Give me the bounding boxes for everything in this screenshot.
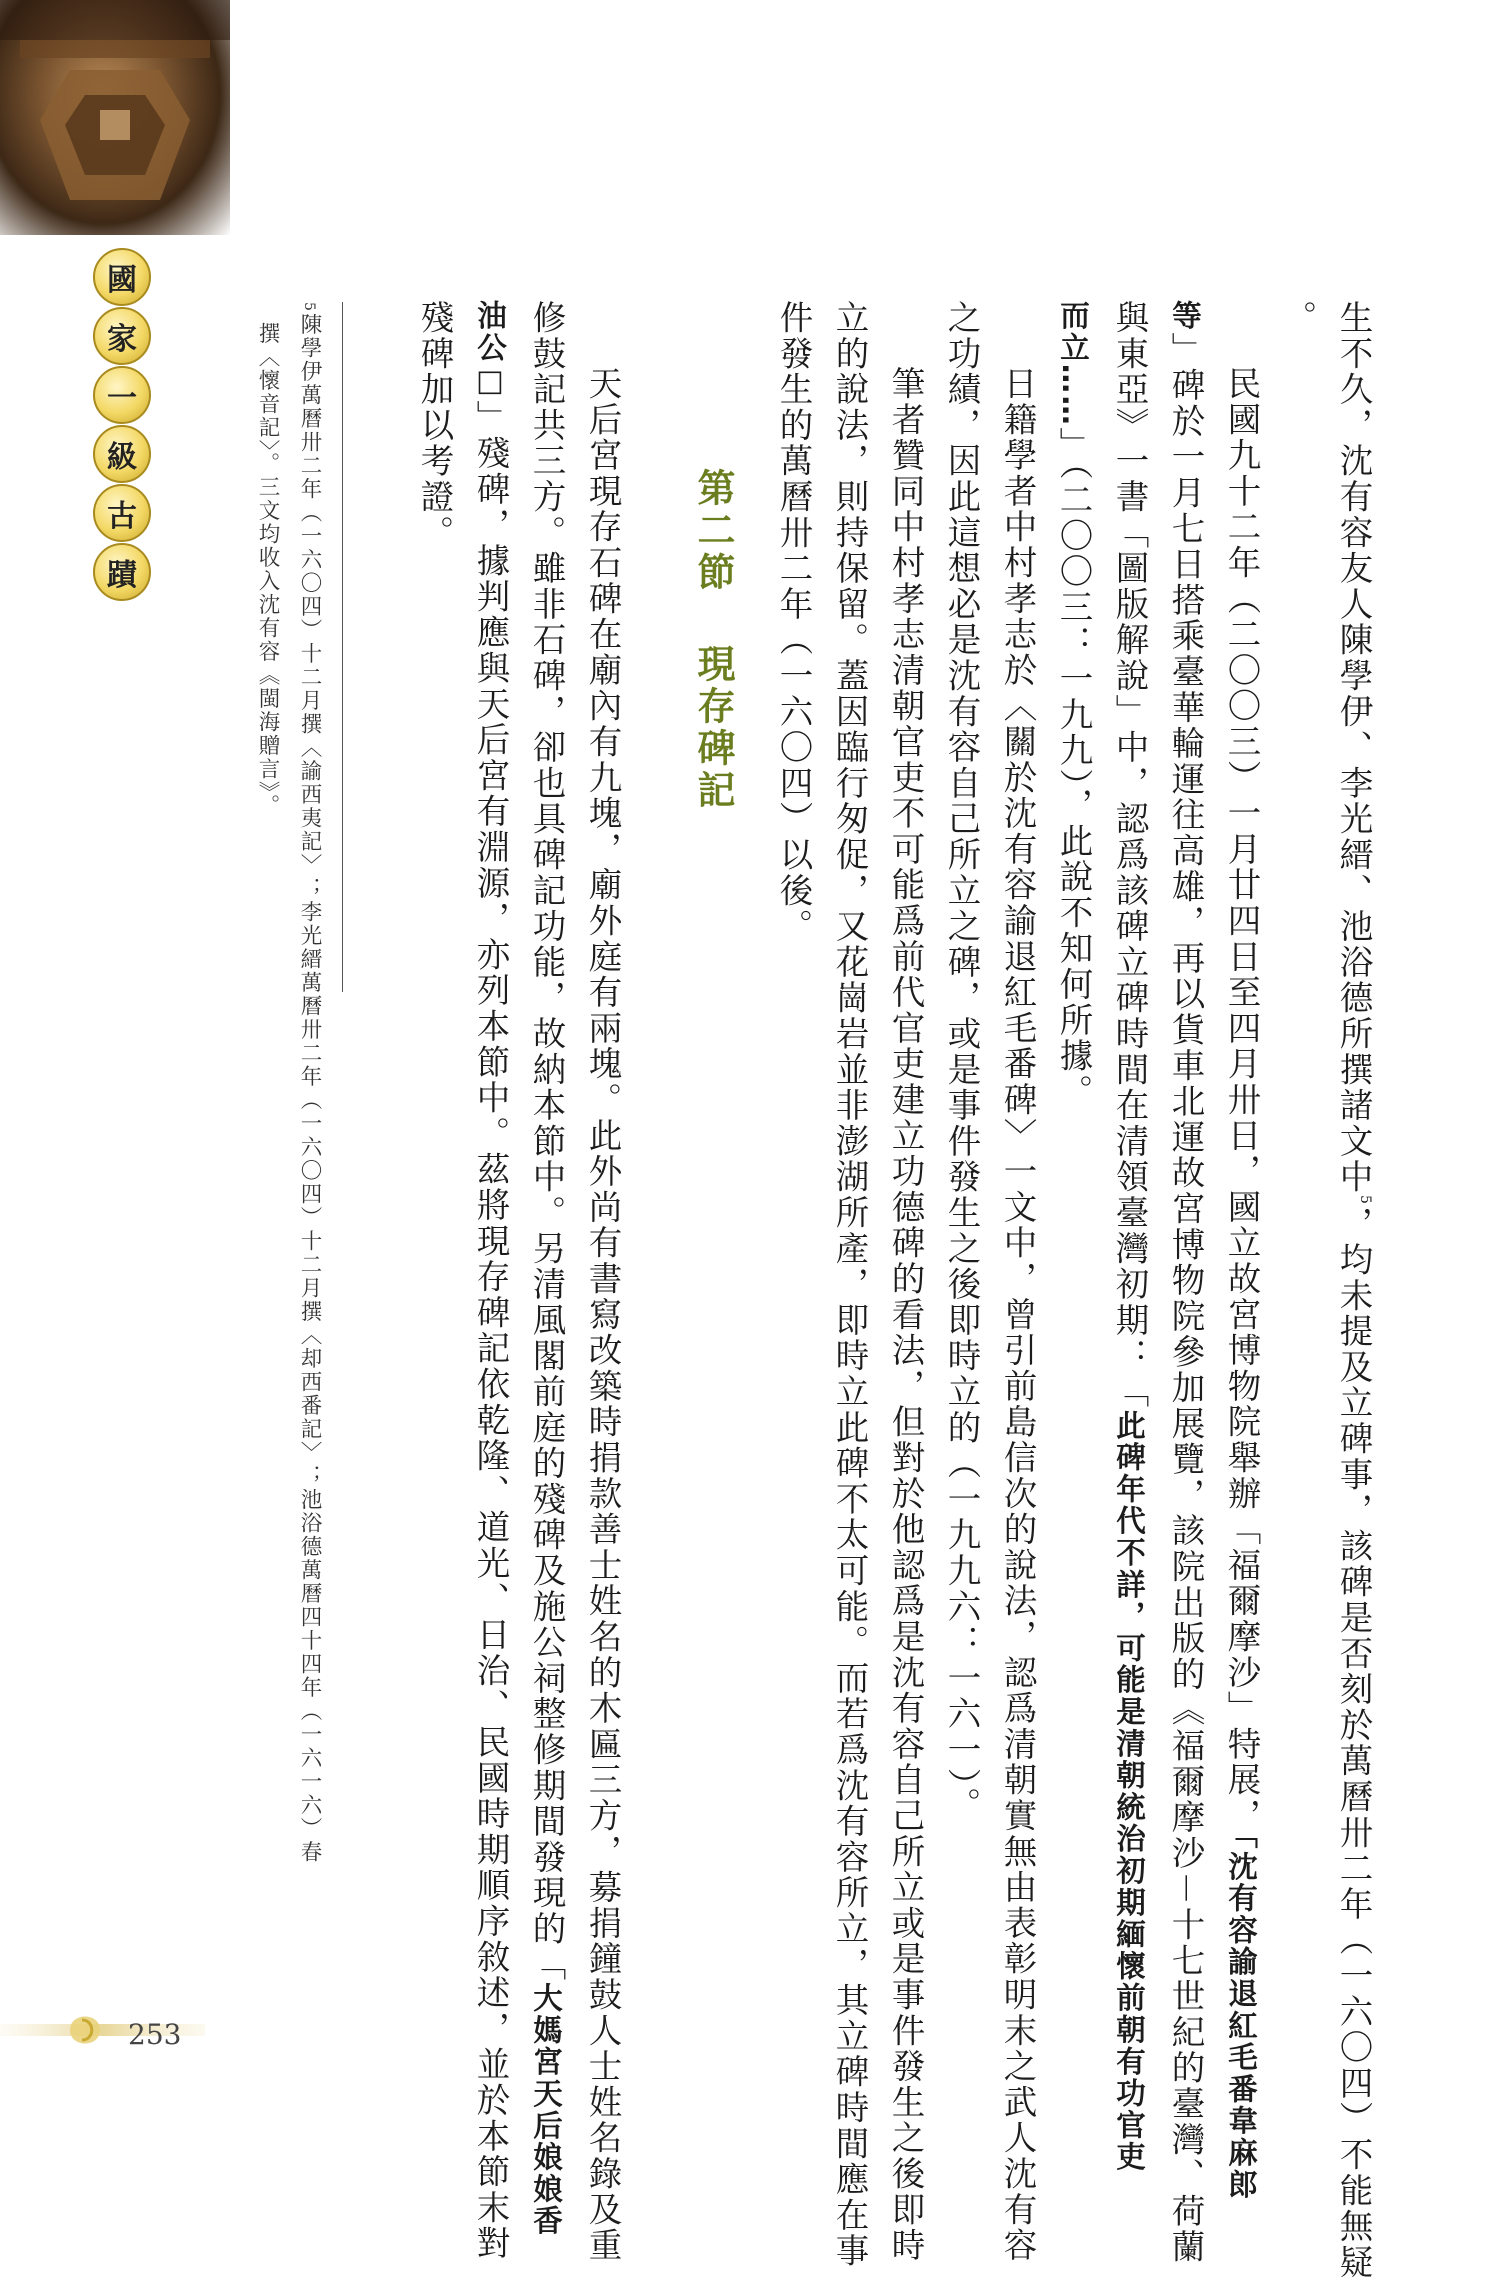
- series-title-char: 級: [93, 425, 151, 483]
- text-column-13: [518, 300, 574, 2237]
- text-column-5: [1101, 300, 1157, 2173]
- series-title-char: 蹟: [93, 543, 151, 601]
- paragraph-text: 與東亞》一書「圖版解說」中，認爲該碑立碑時間在清領臺灣初期：「: [1110, 300, 1149, 1410]
- paragraph-text: 件發生的萬曆卅二年（一六〇四）以後。: [774, 300, 813, 945]
- text-column-14: [462, 300, 518, 2262]
- quote-bold: 「沈有容諭退紅毛番韋麻郎: [1224, 1833, 1258, 2201]
- text-column-7: [989, 366, 1045, 2263]
- text-column-4: [1157, 300, 1213, 2265]
- corner-photo-lantern: [0, 0, 230, 235]
- footnote-divider: [342, 302, 343, 992]
- section-heading: [686, 468, 741, 812]
- series-title-char: 國: [93, 248, 151, 306]
- footnote-line-1: [294, 302, 324, 1864]
- paragraph-text: 民國九十二年（二〇〇三）一月廿四日至四月卅日，國立故宮博物院舉辦「福爾摩沙」特展，: [1222, 366, 1261, 1834]
- footnote-marker: 5: [1357, 1195, 1374, 1207]
- text-column-3: [1213, 366, 1269, 2201]
- paragraph-text: 修鼓記共三方。雖非石碑，卻也具碑記功能，故納本節中。另清風閣前庭的殘碑及施公祠整修期間發現的「: [527, 300, 566, 1983]
- text-column-12: [574, 366, 630, 2263]
- footnote-number: 5: [301, 302, 317, 313]
- paragraph-text: 天后宮現存石碑在廟內有九塊，廟外庭有兩塊。此外尚有書寫改築時捐款善士姓名的木匾三方，募捐鐘鼓人士姓名錄及重: [583, 366, 622, 2264]
- quote-bold: 而立……: [1056, 300, 1090, 428]
- quote-bold: 油公□: [473, 300, 507, 400]
- paragraph-text: ，均未提及立碑事，該碑是否刻於萬曆卅二年（一六〇四）不能無疑: [1334, 1206, 1373, 2280]
- text-column-2: [1269, 300, 1325, 336]
- quote-bold: 等: [1168, 300, 1202, 332]
- page-number: 253: [128, 2018, 182, 2051]
- footnote-text: 陳學伊萬曆卅二年（一六〇四）十二月撰〈諭西夷記〉；李光縉萬曆卅二年（一六〇四）十二月撰〈却西番記〉；池浴德萬曆四十四年（一六一六）春: [297, 312, 322, 1864]
- paragraph-text: 」（二〇〇三：一九九），此說不知何所據。: [1054, 427, 1093, 1110]
- paragraph-text: 」殘碑，據判應與天后宮有淵源，亦列本節中。茲將現存碑記依乾隆、道光、日治、民國時期順序敘述，並於本節末對: [471, 399, 510, 2262]
- paragraph-text: 殘碑加以考證。: [415, 300, 454, 551]
- text-column-11: [765, 300, 821, 944]
- paragraph-text: 之功績，因此這想必是沈有容自己所立之碑，或是事件發生之後即時立的（一九九六：一六一）。: [942, 300, 981, 1823]
- text-column-8: [933, 300, 989, 1823]
- paragraph-text: 。: [1278, 300, 1317, 336]
- text-column-9: [877, 366, 933, 2263]
- text-column-15: [406, 300, 462, 551]
- section-heading-number: 第二節: [691, 468, 736, 594]
- footnote-line-2: [252, 322, 282, 818]
- text-column-10: [821, 300, 877, 2269]
- paragraph-text: 筆者贊同中村孝志清朝官吏不可能爲前代官吏建立功德碑的看法，但對於他認爲是沈有容自己所立或是事件發生之後即時: [886, 366, 925, 2264]
- paragraph-text: 」碑於一月七日搭乘臺華輪運往高雄，再以貨車北運故宮博物院參加展覽，該院出版的《福爾摩沙－十七世紀的臺灣、荷蘭: [1166, 331, 1205, 2266]
- series-title-char: 家: [93, 307, 151, 365]
- quote-bold: 大媽宮天后娘娘香: [529, 1982, 563, 2238]
- section-heading-title: 現存碑記: [691, 644, 736, 812]
- paragraph-text: 立的說法，則持保留。蓋因臨行匆促，又花崗岩並非澎湖所產，即時立此碑不太可能。而若爲沈有容所立，其立碑時間應在事: [830, 300, 869, 2269]
- series-title-char: 古: [93, 484, 151, 542]
- text-column-1: [1325, 300, 1393, 2280]
- text-column-6: [1045, 300, 1101, 1110]
- series-title-badges: [92, 248, 152, 602]
- quote-bold: 此碑年代不詳，可能是清朝統治初期緬懷前朝有功官吏: [1112, 1409, 1146, 2174]
- paragraph-text: 日籍學者中村孝志於〈關於沈有容諭退紅毛番碑〉一文中，曾引前島信次的說法，認爲清朝實無由表彰明末之武人沈有容: [998, 366, 1037, 2264]
- series-title-char: 一: [93, 366, 151, 424]
- paragraph-text: 生不久，沈有容友人陳學伊、李光縉、池浴德所撰諸文中: [1334, 300, 1373, 1195]
- footnote-text: 撰〈懷音記〉。三文均收入沈有容《閩海贈言》。: [255, 322, 280, 818]
